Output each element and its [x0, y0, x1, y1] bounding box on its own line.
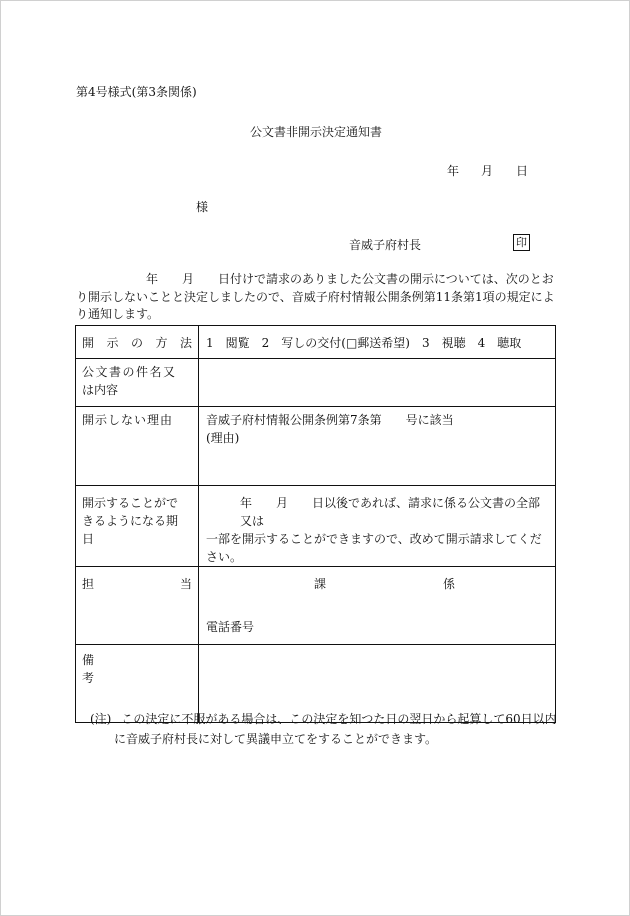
date-day: 日 — [516, 164, 529, 178]
body-line-2: り開示しないことと決定しましたので、音威子府村情報公開条例第11条第1項の規定によ — [76, 289, 555, 304]
method-options: 1 閲覧 2 写しの交付(□郵送希望) 3 視聴 4 聴取 — [206, 336, 522, 350]
possible-date-label — [76, 486, 199, 567]
method-label-text: 開 示 の 方 法 — [82, 336, 192, 350]
issuer-name: 音威子府村長 — [349, 238, 422, 252]
document-row — [76, 359, 556, 407]
reason-detail-label: (理由) — [206, 431, 240, 445]
body-line-3: り通知します。 — [76, 307, 160, 321]
possible-date-row — [76, 486, 556, 567]
reason-row — [76, 407, 556, 486]
reason-clause: 音威子府村情報公開条例第7条第 号に該当 — [206, 413, 454, 427]
note-line-2: に音威子府村長に対して異議申立てをすることができます。 — [114, 732, 438, 746]
note-marker: (注) — [90, 712, 112, 726]
note-line-1 — [90, 709, 560, 729]
date-year: 年 — [447, 164, 460, 178]
possible-date-line-1: 年 月 日以後であれば、請求に係る公文書の全部又は — [240, 496, 541, 528]
method-label — [76, 326, 199, 359]
method-row — [76, 326, 556, 359]
seal-mark: 印 — [513, 234, 530, 251]
remarks-label-text: 備考 — [82, 653, 173, 685]
note-text-1: この決定に不服がある場合は、この決定を知つた日の翌日から起算して60日以内 — [121, 712, 557, 726]
contact-row — [76, 567, 556, 645]
contact-label-text — [82, 575, 192, 593]
document-title: 公文書非開示決定通知書 — [250, 125, 383, 139]
possible-date-line-2: 一部を開示することができますので、改めて開示請求してください。 — [206, 532, 542, 564]
body-paragraph — [76, 271, 558, 324]
method-value — [199, 326, 556, 359]
contact-label-char: 当 — [179, 577, 192, 591]
contact-subsection: 係 — [443, 577, 456, 591]
date-month: 月 — [481, 164, 494, 178]
reason-value — [199, 407, 556, 486]
decision-table — [75, 325, 556, 723]
addressee-suffix: 様 — [196, 200, 209, 214]
contact-value — [199, 567, 556, 645]
document-value — [199, 359, 556, 407]
form-number: 第4号様式(第3条関係) — [76, 85, 197, 99]
phone-label: 電話番号 — [206, 620, 255, 634]
document-label-line-2: は内容 — [82, 383, 119, 397]
contact-section: 課 — [314, 577, 327, 591]
possible-date-value — [199, 486, 556, 567]
body-line-1: 年 月 日付けで請求のありました公文書の開示については、次のとお — [146, 272, 554, 286]
contact-label-char: 担 — [82, 577, 95, 591]
possible-date-label-line-2: きるようになる期 — [82, 514, 179, 528]
possible-date-label-line-1: 開示することがで — [82, 496, 179, 510]
document-label — [76, 359, 199, 407]
reason-label-text: 開示しない理由 — [82, 413, 174, 427]
reason-label — [76, 407, 199, 486]
note — [90, 709, 560, 749]
document-label-line-1: 公文書の件名又 — [82, 365, 177, 379]
contact-label — [76, 567, 199, 645]
possible-date-label-line-3: 日 — [82, 532, 95, 546]
